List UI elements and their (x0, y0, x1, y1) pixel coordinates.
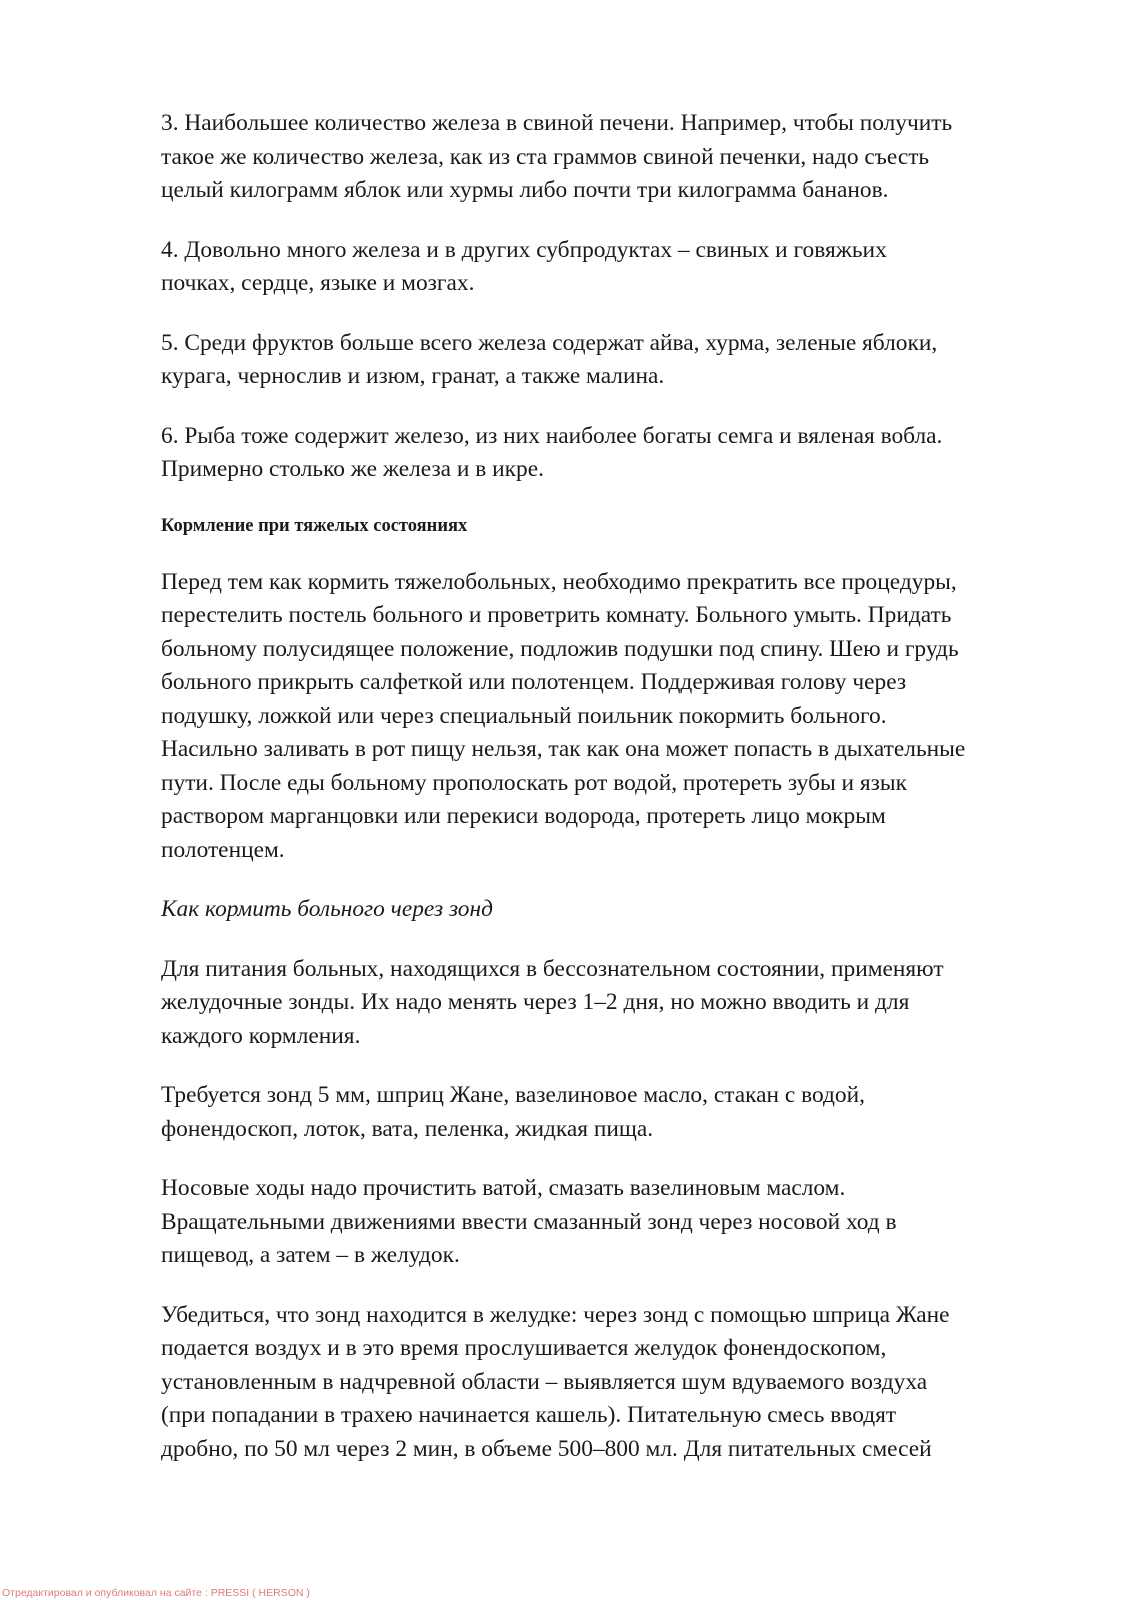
text-line: Примерно столько же железа и в икре. (161, 456, 544, 482)
text-line: пути. После еды больному прополоскать рот водой, протереть зубы и язык (161, 769, 907, 796)
text-line: целый килограмм яблок или хурмы либо почти три килограмма бананов. (161, 177, 889, 203)
text-line: Убедиться, что зонд находится в желудке: через зонд с помощью шприца Жане (161, 1301, 950, 1328)
document-page (161, 107, 1061, 1492)
text-line: раствором марганцовки или перекиси водорода, протереть лицо мокрым (161, 803, 886, 829)
section-heading (161, 513, 1061, 539)
text-line: установленным в надчревной области – выявляется шум вдуваемого воздуха (161, 1368, 928, 1395)
text-line: Кормление при тяжелых состояниях (161, 515, 468, 536)
text-line: 5. Среди фруктов больше всего железа содержат айва, хурма, зеленые яблоки, (161, 329, 938, 356)
text-line: такое же количество железа, как из ста граммов свиной печенки, надо съесть (161, 143, 930, 170)
paragraph (161, 566, 1061, 868)
text-line: 6. Рыба тоже содержит железо, из них наиболее богаты семга и вяленая вобла. (161, 422, 943, 449)
text-line: перестелить постель больного и проветрить комнату. Больного умыть. Придать (161, 602, 952, 628)
paragraph (161, 234, 1061, 301)
text-line: Как кормить больного через зонд (161, 896, 493, 922)
text-line: фонендоскоп, лоток, вата, пеленка, жидкая пища. (161, 1115, 654, 1142)
paragraph (161, 1172, 1061, 1273)
text-line: каждого кормления. (161, 1022, 361, 1049)
text-line: пищевод, а затем – в желудок. (161, 1242, 460, 1268)
paragraph (161, 1299, 1061, 1467)
text-line: Перед тем как кормить тяжелобольных, необходимо прекратить все процедуры, (161, 568, 957, 595)
text-line: Насильно заливать в рот пищу нельзя, так как она может попасть в дыхательные (161, 736, 966, 762)
text-line: 3. Наибольшее количество железа в свиной печени. Например, чтобы получить (161, 110, 953, 136)
text-line: Носовые ходы надо прочистить ватой, смазать вазелиновым маслом. (161, 1175, 846, 1201)
paragraph (161, 953, 1061, 1054)
paragraph (161, 420, 1061, 487)
text-line: желудочные зонды. Их надо менять через 1–2 дня, но можно вводить и для (161, 989, 910, 1015)
text-line: полотенцем. (161, 836, 285, 863)
text-line: Вращательными движениями ввести смазанный зонд через носовой ход в (161, 1208, 897, 1235)
text-line: подушку, ложкой или через специальный поильник покормить больного. (161, 702, 887, 729)
text-line: Требуется зонд 5 мм, шприц Жане, вазелиновое масло, стакан с водой, (161, 1082, 865, 1108)
footer-credit: Отредактировал и опубликовал на сайте : PRESSI ( HERSON ) (2, 1587, 310, 1599)
text-line: больного прикрыть салфеткой или полотенцем. Поддерживая голову через (161, 669, 907, 695)
paragraph (161, 327, 1061, 394)
text-line: курага, чернослив и изюм, гранат, а также малина. (161, 363, 665, 389)
text-line: больному полусидящее положение, подложив подушки под спину. Шею и грудь (161, 635, 959, 662)
text-line: дробно, по 50 мл через 2 мин, в объеме 500–800 мл. Для питательных смесей (161, 1435, 932, 1462)
text-line: Для питания больных, находящихся в бессознательном состоянии, применяют (161, 955, 944, 982)
text-line: (при попадании в трахею начинается кашель). Питательную смесь вводят (161, 1402, 897, 1428)
text-line: 4. Довольно много железа и в других субпродуктах – свиных и говяжьих (161, 236, 887, 263)
subsection-heading (161, 893, 1061, 927)
text-line: почках, сердце, языке и мозгах. (161, 270, 475, 296)
text-line: подается воздух и в это время прослушивается желудок фонендоскопом, (161, 1335, 887, 1361)
paragraph (161, 107, 1061, 208)
paragraph (161, 1079, 1061, 1146)
